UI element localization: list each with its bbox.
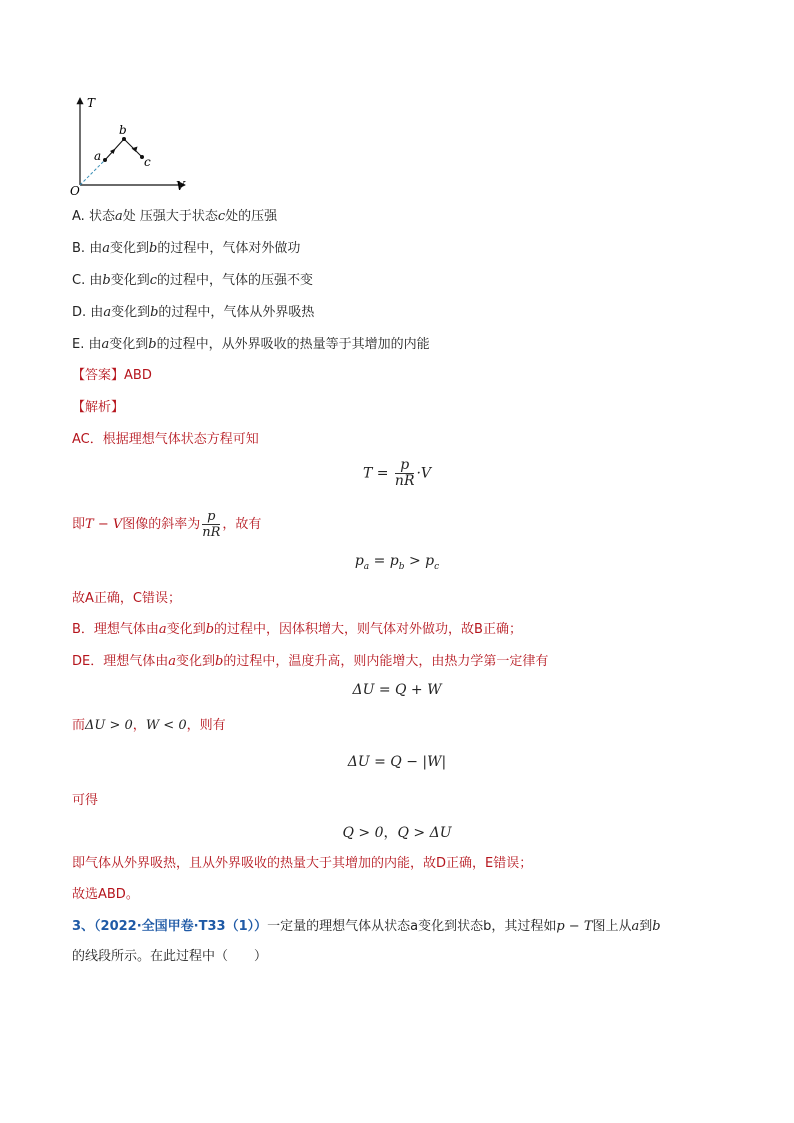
question-3-line-1: 3、（2022·全国甲卷·T33（1））一定量的理想气体从状态a变化到状态b，其过程如p − T图上从a到b (72, 919, 661, 934)
option-c: C. 由b变化到c的过程中，气体的压强不变 (72, 273, 314, 288)
label-c: c (144, 155, 151, 169)
equation-abs-w: ΔU = Q − |W| (347, 754, 447, 770)
option-d: D. 由a变化到b的过程中，气体从外界吸热 (72, 305, 315, 320)
axis-x-label: V (176, 179, 185, 193)
point-a (103, 158, 107, 162)
question-number: 3、 (72, 919, 95, 934)
equation-first-law: ΔU = Q + W (352, 682, 442, 698)
label-a: a (94, 149, 102, 163)
equation-pressures: $p_a = p_b > p_c$ (354, 553, 440, 572)
answer-value: ABD (124, 368, 152, 383)
analysis-de-line: DE．理想气体由a变化到b的过程中，温度升高，则内能增大，由热力学第一定律有 (72, 654, 549, 669)
question-source: （2022·全国甲卷·T33（1）） (94, 919, 268, 934)
option-e: E. 由a变化到b的过程中，从外界吸收的热量等于其增加的内能 (72, 337, 430, 352)
equation-q: Q > 0，Q > ΔU (342, 825, 452, 841)
answer-line (72, 367, 152, 385)
conclusion-ac: 故A正确，C错误； (72, 591, 181, 606)
conclusion-de: 即气体从外界吸热，且从外界吸收的热量大于其增加的内能，故D正确，E错误； (72, 856, 533, 871)
question-3-line-2: 的线段所示。在此过程中（ ） (72, 949, 268, 964)
final-answer: 故选ABD。 (72, 887, 139, 902)
axis-y-label: T (87, 96, 96, 110)
answer-label: 【答案】 (72, 368, 125, 383)
point-b (122, 137, 126, 141)
analysis-condition: 而ΔU > 0，W < 0，则有 (72, 718, 226, 733)
option-b: B. 由a变化到b的过程中，气体对外做功 (72, 241, 301, 256)
analysis-slope-line: 即T − V图像的斜率为 $\frac{p}{nR}$ ，故有 (72, 509, 262, 540)
origin-label: O (70, 184, 80, 196)
option-a: A. 状态a处 压强大于状态c处的压强 (72, 209, 278, 224)
analysis-ac-intro: AC．根据理想气体状态方程可知 (72, 432, 259, 447)
equation-state: T = $\frac{p}{nR}$ ·V (362, 457, 432, 489)
analysis-label: 【解析】 (72, 400, 125, 415)
label-b: b (119, 123, 127, 137)
analysis-obtain: 可得 (72, 793, 99, 808)
dashed-origin-line (80, 160, 105, 185)
t-v-graph (70, 92, 200, 196)
analysis-b-line: B．理想气体由a变化到b的过程中，因体积增大，则气体对外做功，故B正确； (72, 622, 522, 637)
